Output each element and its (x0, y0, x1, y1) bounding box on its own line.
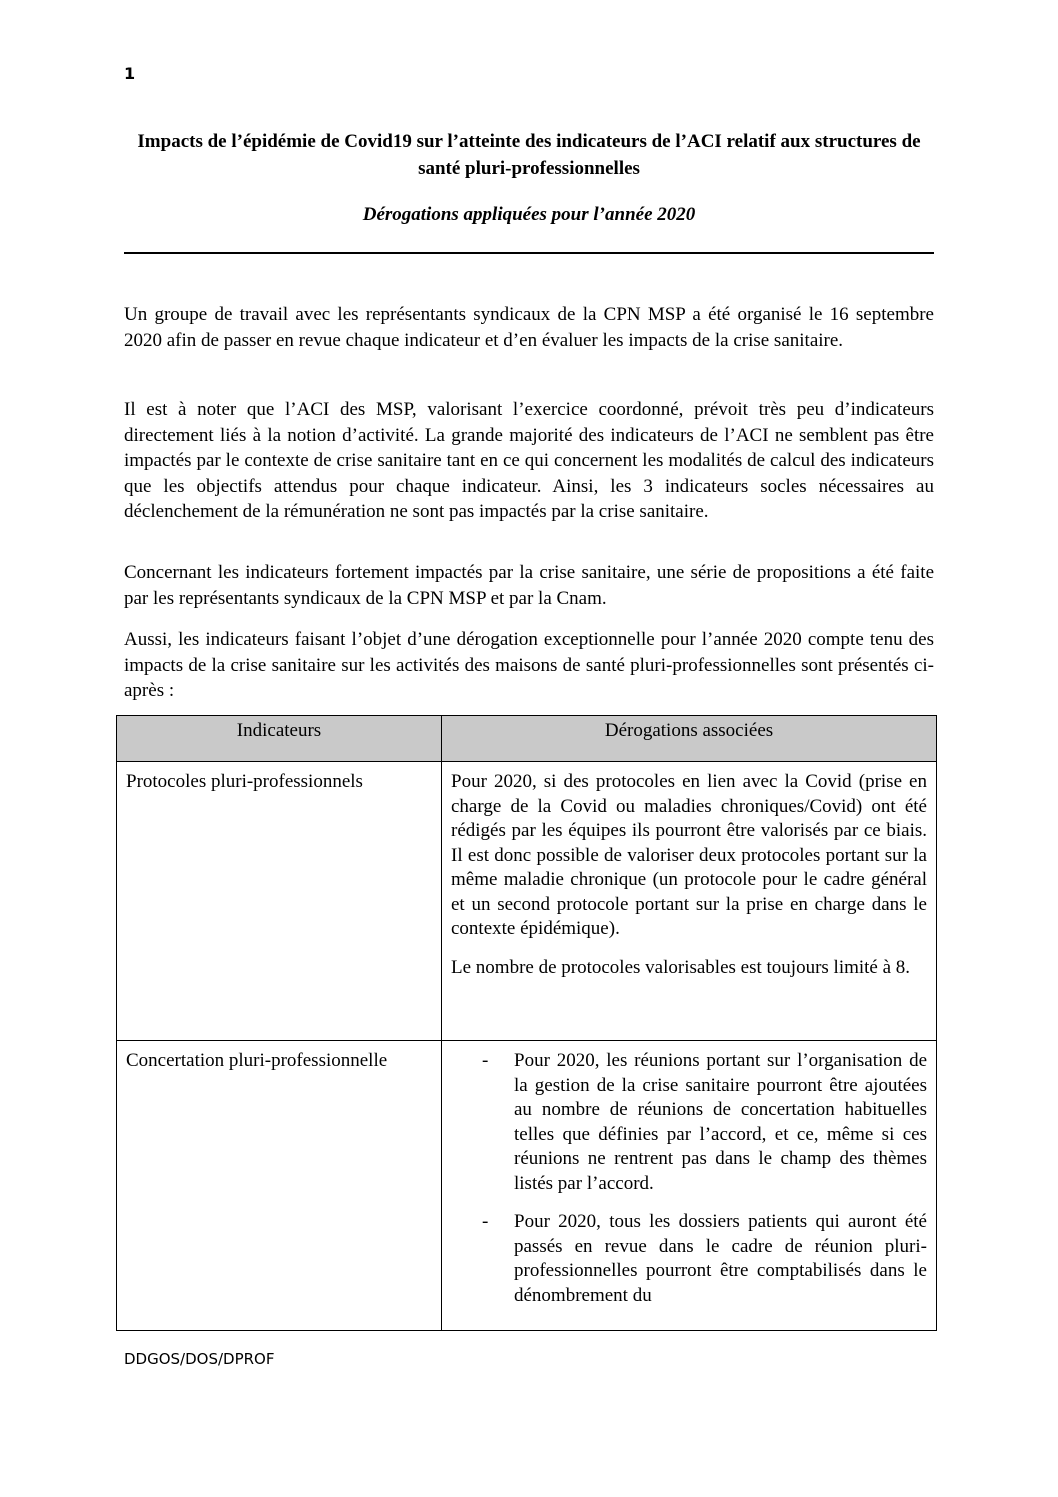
bullet-dash: - (482, 1050, 489, 1071)
document-subtitle: Dérogations appliquées pour l’année 2020 (362, 204, 696, 225)
bullet-dash: - (482, 1211, 489, 1232)
page-number: 1 (124, 64, 136, 83)
table-row (117, 762, 937, 1041)
indicator-cell: Protocoles pluri-professionnels (117, 762, 442, 1041)
proposals-paragraph: Concernant les indicateurs fortement impactés par la crise sanitaire, une série de propositions a été faite par les représentants syndicaux de la CPN MSP et par la Cnam. (124, 562, 934, 609)
list-item (451, 1210, 927, 1308)
derogation-text: Pour 2020, si des protocoles en lien avec la Covid (prise en charge de la Covid ou maladies chroniques/Covid) ont été rédigés par les équipes ils pourront être valorisés par ce biais. Il est donc possible de valoriser deux protocoles portant sur la même maladie chronique (un protocole pour le cadre général et un second protocole portant sur la prise en charge dans le contexte épidémique). (451, 771, 927, 939)
list-item (451, 1049, 927, 1196)
column-header-indicateurs: Indicateurs (117, 716, 442, 762)
derogations-intro-paragraph: Aussi, les indicateurs faisant l’objet d’une dérogation exceptionnelle pour l’année 2020 compte tenu des impacts de la crise sanitaire sur les activités des maisons de santé pluri-professionnelles sont présentés ci-après : (124, 629, 934, 701)
table-row (117, 1041, 937, 1331)
context-paragraph: Il est à noter que l’ACI des MSP, valorisant l’exercice coordonné, prévoit très peu d’indicateurs directement liés à la notion d’activité. La grande majorité des indicateurs de l’ACI ne semblent pas être impactés par le contexte de crise sanitaire tant en ce qui concernent les modalités de calcul des indicateurs que les objectifs attendus pour chaque indicateur. Ainsi, les 3 indicateurs socles nécessaires au déclenchement de la rémunération ne sont pas impactés par la crise sanitaire. (124, 399, 934, 522)
intro-paragraph: Un groupe de travail avec les représentants syndicaux de la CPN MSP a été organisé le 16 septembre 2020 afin de passer en revue chaque indicateur et d’en évaluer les impacts de la crise sanitaire. (124, 304, 934, 351)
table-header-row (117, 716, 937, 762)
footer-department: DDGOS/DOS/DPROF (124, 1350, 275, 1368)
derogation-text: Le nombre de protocoles valorisables est toujours limité à 8. (451, 956, 911, 978)
indicator-cell: Concertation pluri-professionnelle (117, 1041, 442, 1331)
list-item-text: Pour 2020, les réunions portant sur l’organisation de la gestion de la crise sanitaire pourront être ajoutées au nombre de réunions de concertation habituelles telles que définies par l’accord, et ce, même si ces réunions ne rentrent pas dans le champ des thèmes listés par l’accord. (514, 1050, 927, 1194)
derogations-table (116, 715, 937, 1331)
column-header-derogations: Dérogations associées (442, 716, 937, 762)
title-divider (124, 252, 934, 254)
derogation-cell (442, 762, 937, 1041)
derogation-cell (442, 1041, 937, 1331)
derogation-list (451, 1049, 927, 1308)
document-title: Impacts de l’épidémie de Covid19 sur l’atteinte des indicateurs de l’ACI relatif aux structures de santé pluri-professionnelles (137, 131, 921, 179)
list-item-text: Pour 2020, tous les dossiers patients qui auront été passés en revue dans le cadre de réunion pluri-professionnelles pourront être comptabilisés dans le dénombrement du (514, 1211, 927, 1306)
